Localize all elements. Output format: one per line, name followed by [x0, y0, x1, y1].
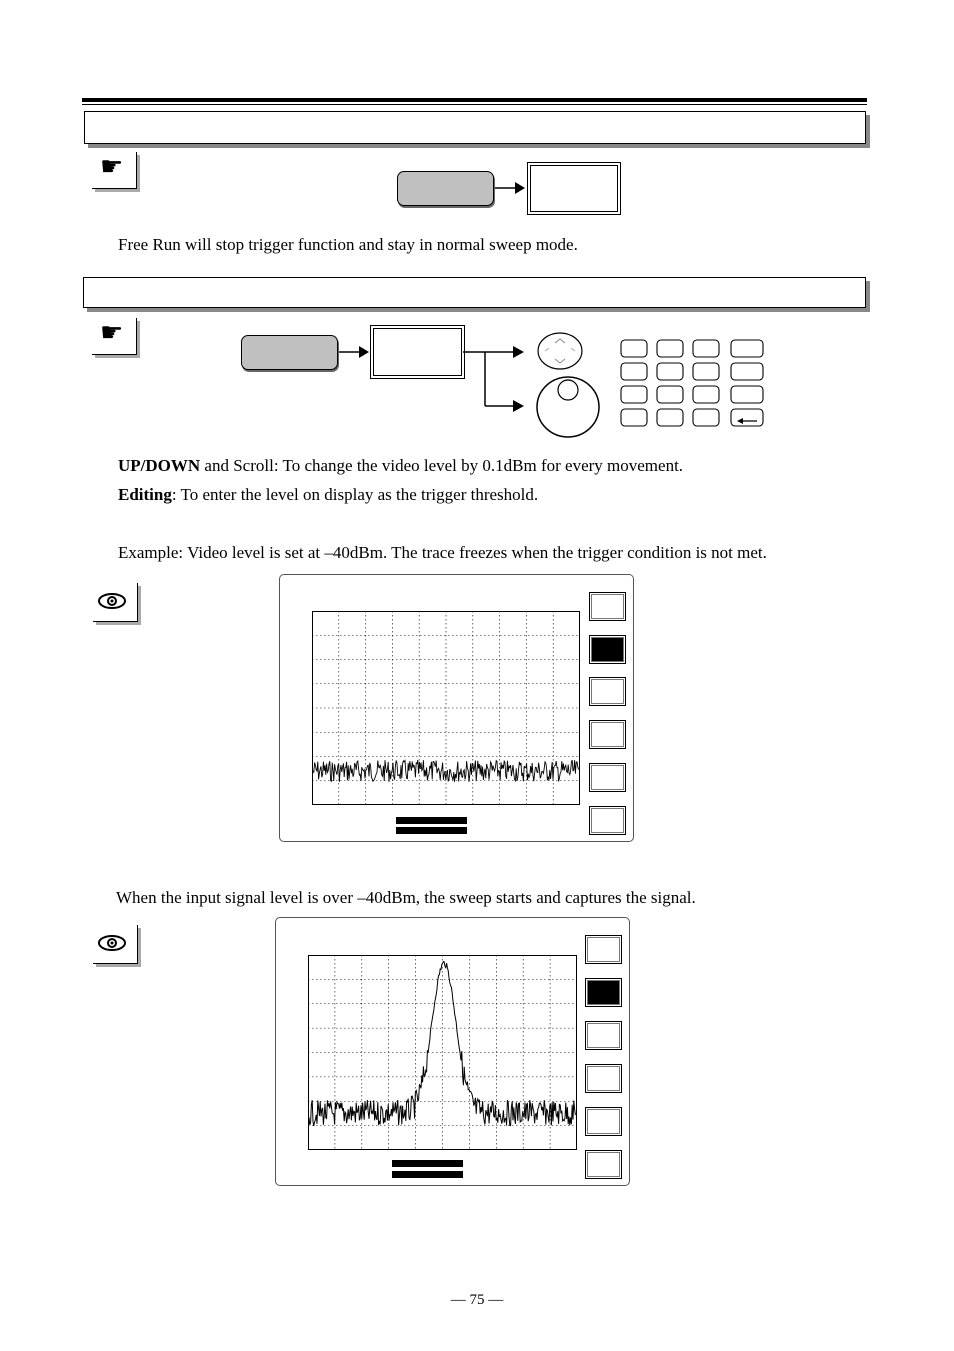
header-rule-thin: [82, 104, 867, 105]
pointing-hand-icon: ☛: [100, 318, 124, 347]
procedure-icon-tab: [92, 152, 137, 189]
scroll-knob-icon[interactable]: [535, 374, 603, 438]
screen-soft-key-selected: [585, 978, 622, 1007]
up-down-key-icon[interactable]: [536, 331, 584, 371]
arrow-icon: [493, 180, 527, 196]
screen-soft-key: [589, 677, 626, 706]
pointing-hand-icon: ☛: [100, 152, 124, 181]
status-bar: [396, 817, 467, 824]
screen-soft-key: [585, 1021, 622, 1050]
screen-soft-key-selected: [589, 635, 626, 664]
instruction-editing: Editing: To enter the level on display as the trigger threshold.: [118, 485, 539, 504]
display-icon-tab: [93, 583, 138, 622]
eye-icon: [97, 592, 127, 610]
free-run-soft-key[interactable]: [527, 162, 621, 215]
screen-soft-key: [589, 806, 626, 835]
screen-soft-key: [585, 1064, 622, 1093]
page-number: — 75 —: [450, 1292, 504, 1308]
header-rule-thick: [82, 98, 867, 102]
analyzer-screen-frozen: [279, 574, 634, 842]
screen-soft-key: [589, 763, 626, 792]
analyzer-screen-captured: [275, 917, 630, 1186]
trace-plot: [308, 955, 577, 1150]
trace-plot: [312, 611, 580, 805]
status-bar: [392, 1160, 463, 1167]
section-heading-video-trigger: [83, 277, 866, 308]
example-text: Example: Video level is set at –40dBm. The trace freezes when the trigger condition is not met.: [118, 543, 767, 562]
screen-soft-key: [589, 720, 626, 749]
status-bar: [396, 827, 467, 834]
free-run-description: Free Run will stop trigger function and stay in normal sweep mode.: [118, 235, 578, 254]
trigger-hard-key[interactable]: [397, 171, 494, 206]
trigger-hard-key[interactable]: [241, 335, 338, 370]
arrow-icon: [337, 344, 371, 360]
status-bar: [392, 1171, 463, 1178]
section-heading-free-run: [84, 111, 866, 144]
display-icon-tab: [93, 925, 138, 964]
screen-soft-key: [585, 1150, 622, 1179]
eye-icon: [97, 934, 127, 952]
numeric-keypad-icon[interactable]: [619, 338, 767, 432]
branch-arrows-icon: [463, 342, 527, 416]
capture-text: When the input signal level is over –40dBm, the sweep starts and captures the signal.: [116, 888, 696, 907]
screen-soft-key: [585, 1107, 622, 1136]
procedure-icon-tab: [92, 318, 137, 355]
instruction-up-down: UP/DOWN and Scroll: To change the video level by 0.1dBm for every movement.: [118, 456, 684, 475]
video-soft-key[interactable]: [370, 325, 465, 379]
screen-soft-key: [589, 592, 626, 621]
screen-soft-key: [585, 935, 622, 964]
